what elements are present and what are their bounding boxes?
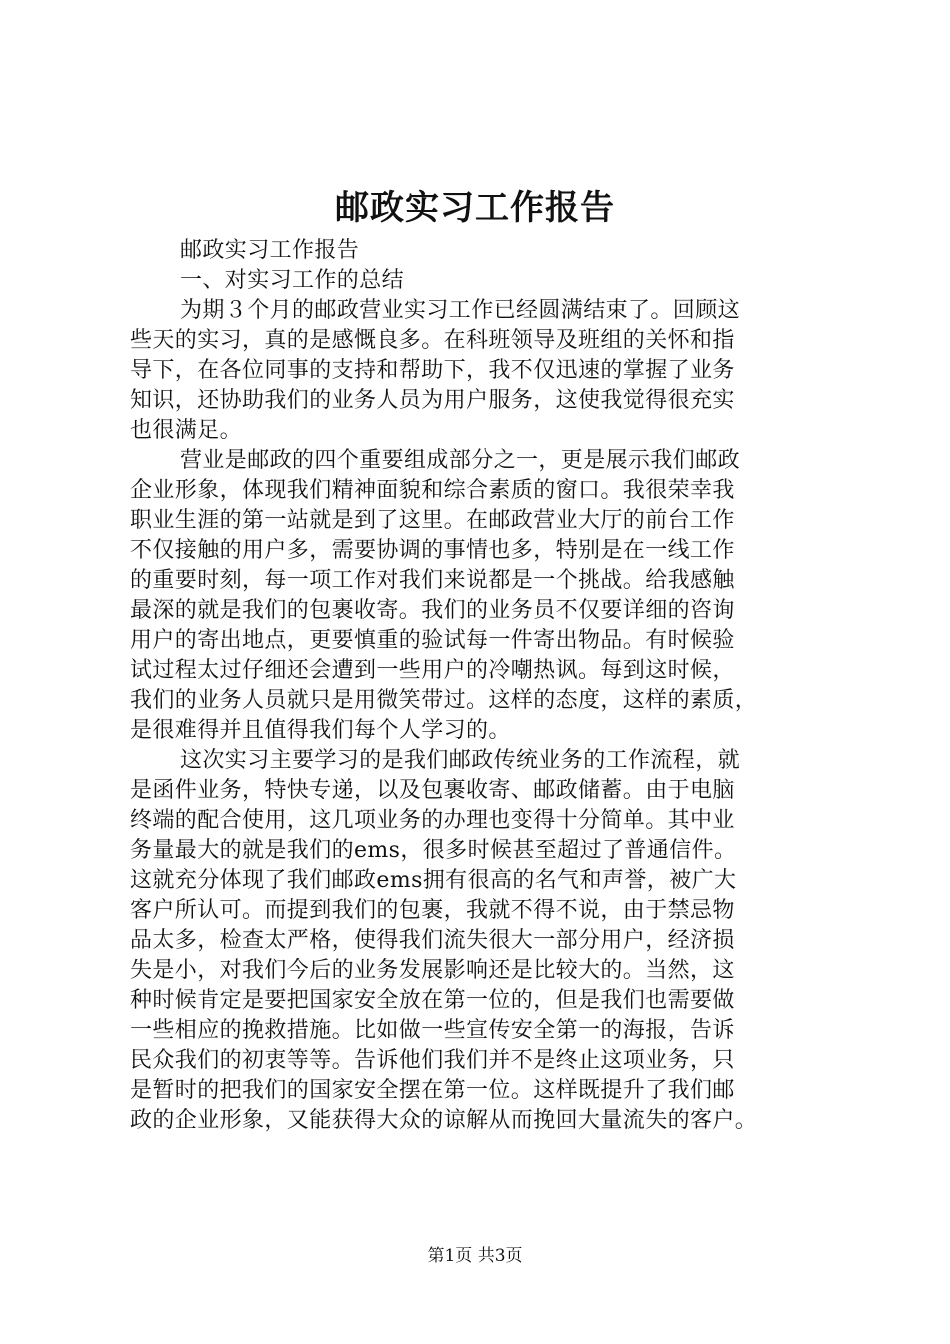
document-body [130, 236, 832, 1136]
text-line: 是暂时的把我们的国家安全摆在第一位。这样既提升了我们邮 [130, 1078, 735, 1103]
text-line: 营业是邮政的四个重要组成部分之一，更是展示我们邮政 [180, 448, 741, 473]
text-line: 的重要时刻，每一项工作对我们来说都是一个挑战。给我感触 [130, 568, 735, 593]
text-line: 企业形象，体现我们精神面貌和综合素质的窗口。我很荣幸我 [130, 478, 735, 503]
text-line: 失是小，对我们今后的业务发展影响还是比较大的。当然，这 [130, 958, 735, 983]
text-line: 客户所认可。而提到我们的包裹，我就不得不说，由于禁忌物 [130, 898, 735, 923]
text-line: 不仅接触的用户多，需要协调的事情也多，特别是在一线工作 [130, 538, 735, 563]
text-line: 最深的就是我们的包裹收寄。我们的业务员不仅要详细的咨询 [130, 598, 735, 623]
text-line: 是函件业务，特快专递，以及包裹收寄、邮政储蓄。由于电脑 [130, 778, 735, 803]
text-line: 民众我们的初衷等等。告诉他们我们并不是终止这项业务，只 [130, 1048, 735, 1073]
text-line: 我们的业务人员就只是用微笑带过。这样的态度，这样的素质， [130, 688, 758, 713]
text-line: 用户的寄出地点，更要慎重的验试每一件寄出物品。有时候验 [130, 628, 735, 653]
text-line: 些天的实习，真的是感慨良多。在科班领导及班组的关怀和指 [130, 328, 735, 353]
text-line: 试过程太过仔细还会遭到一些用户的冷嘲热讽。每到这时候， [130, 658, 735, 683]
text-line: 种时候肯定是要把国家安全放在第一位的，但是我们也需要做 [130, 988, 735, 1013]
text-line: 邮政实习工作报告 [180, 238, 360, 263]
text-line: 是很难得并且值得我们每个人学习的。 [130, 718, 511, 743]
text-line: 一、对实习工作的总结 [180, 268, 405, 293]
text-line: 这次实习主要学习的是我们邮政传统业务的工作流程，就 [180, 748, 741, 773]
document-title: 邮政实习工作报告 [335, 188, 615, 228]
text-line: 这就充分体现了我们邮政ems拥有很高的名气和声誉，被广大 [130, 868, 737, 893]
text-line: 导下，在各位同事的支持和帮助下，我不仅迅速的掌握了业务 [130, 358, 735, 383]
page-footer: 第1页 共3页 [427, 1246, 523, 1266]
text-line: 职业生涯的第一站就是到了这里。在邮政营业大厅的前台工作 [130, 508, 735, 533]
text-line: 一些相应的挽救措施。比如做一些宣传安全第一的海报，告诉 [130, 1018, 735, 1043]
text-line: 终端的配合使用，这几项业务的办理也变得十分简单。其中业 [130, 808, 735, 833]
text-line: 务量最大的就是我们的ems，很多时候甚至超过了普通信件。 [130, 838, 737, 863]
text-line: 品太多，检查太严格，使得我们流失很大一部分用户，经济损 [130, 928, 735, 953]
text-line: 也很满足。 [130, 418, 243, 443]
text-line: 为期３个月的邮政营业实习工作已经圆满结束了。回顾这 [180, 298, 741, 323]
text-line: 政的企业形象，又能获得大众的谅解从而挽回大量流失的客户。 [130, 1108, 758, 1133]
text-line: 知识，还协助我们的业务人员为用户服务，这使我觉得很充实 [130, 388, 735, 413]
